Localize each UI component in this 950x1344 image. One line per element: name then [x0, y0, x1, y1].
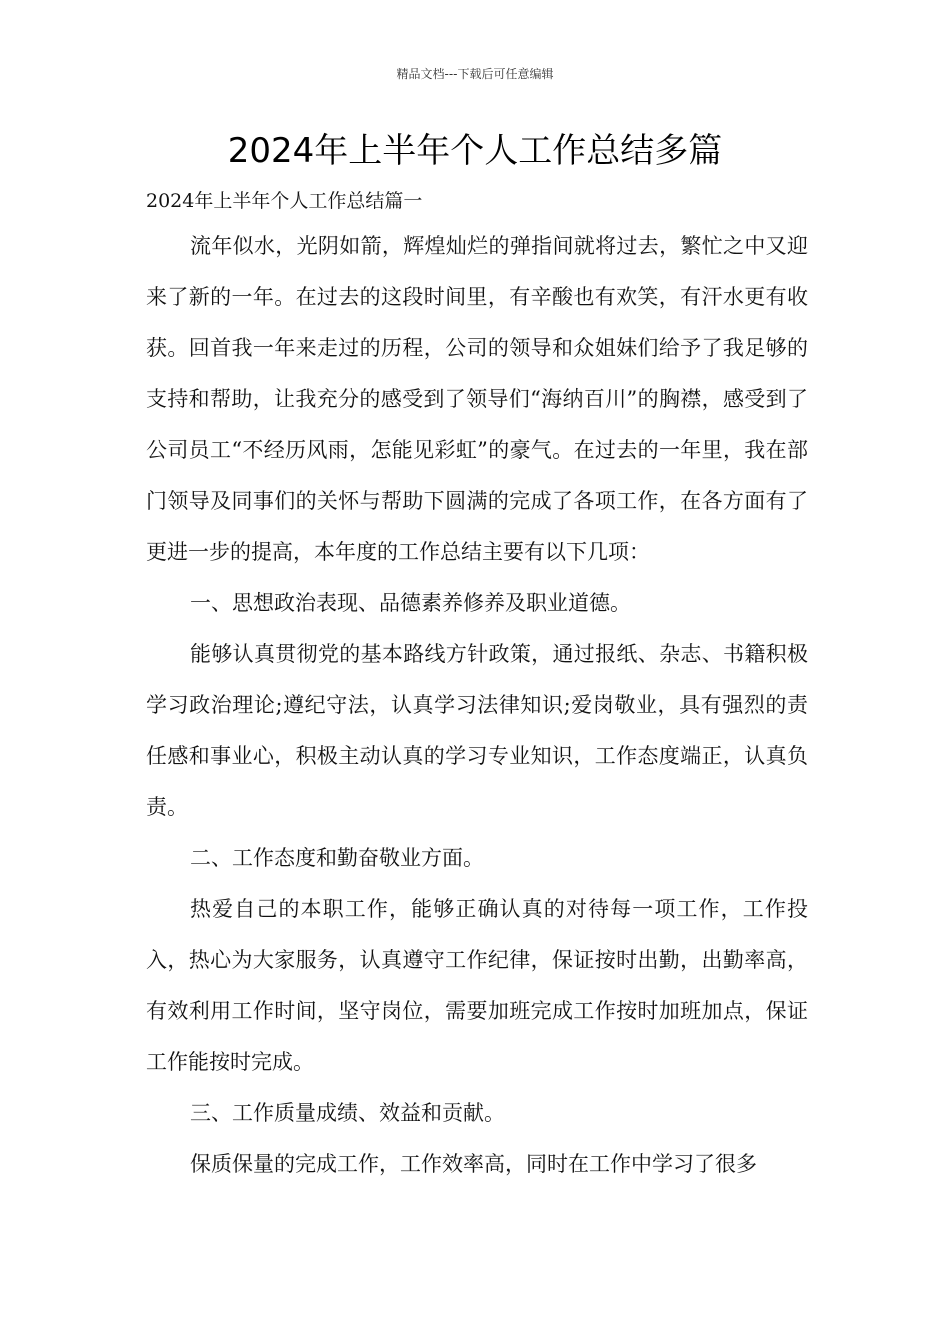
paragraph-2: 热爱自己的本职工作，能够正确认真的对待每一项工作，工作投入，热心为大家服务，认真遵守工作纪律，保证按时出勤，出勤率高，有效利用工作时间，坚守岗位，需要加班完成工作按时加班加点，保证工作能按时完成。	[146, 897, 808, 1074]
header-note: 精品文档---下载后可任意编辑	[396, 67, 554, 81]
paragraph-intro: 流年似水，光阴如箭，辉煌灿烂的弹指间就将过去，繁忙之中又迎来了新的一年。在过去的这段时间里，有辛酸也有欢笑，有汗水更有收获。回首我一年来走过的历程，公司的领导和众姐妹们给予了我足够的支持和帮助，让我充分的感受到了领导们“海纳百川”的胸襟，感受到了公司员工“不经历风雨，怎能见彩虹”的豪气。在过去的一年里，我在部门领导及同事们的关怀与帮助下圆满的完成了各项工作，在各方面有了更进一步的提高，本年度的工作总结主要有以下几项：	[146, 234, 808, 564]
document-body	[146, 181, 808, 1190]
document-title: 2024年上半年个人工作总结多篇	[227, 131, 723, 171]
section-heading-3: 三、工作质量成绩、效益和贡献。	[190, 1101, 505, 1125]
paragraph-3: 保质保量的完成工作，工作效率高，同时在工作中学习了很多	[190, 1152, 757, 1176]
section-heading-1: 一、思想政治表现、品德素养修养及职业道德。	[190, 591, 631, 615]
section-heading-2: 二、工作态度和勤奋敬业方面。	[190, 846, 484, 870]
section-subtitle: 2024年上半年个人工作总结篇一	[146, 190, 423, 212]
paragraph-1: 能够认真贯彻党的基本路线方针政策，通过报纸、杂志、书籍积极学习政治理论;遵纪守法，认真学习法律知识;爱岗敬业，具有强烈的责任感和事业心，积极主动认真的学习专业知识，工作态度端正，认真负责。	[146, 642, 808, 819]
